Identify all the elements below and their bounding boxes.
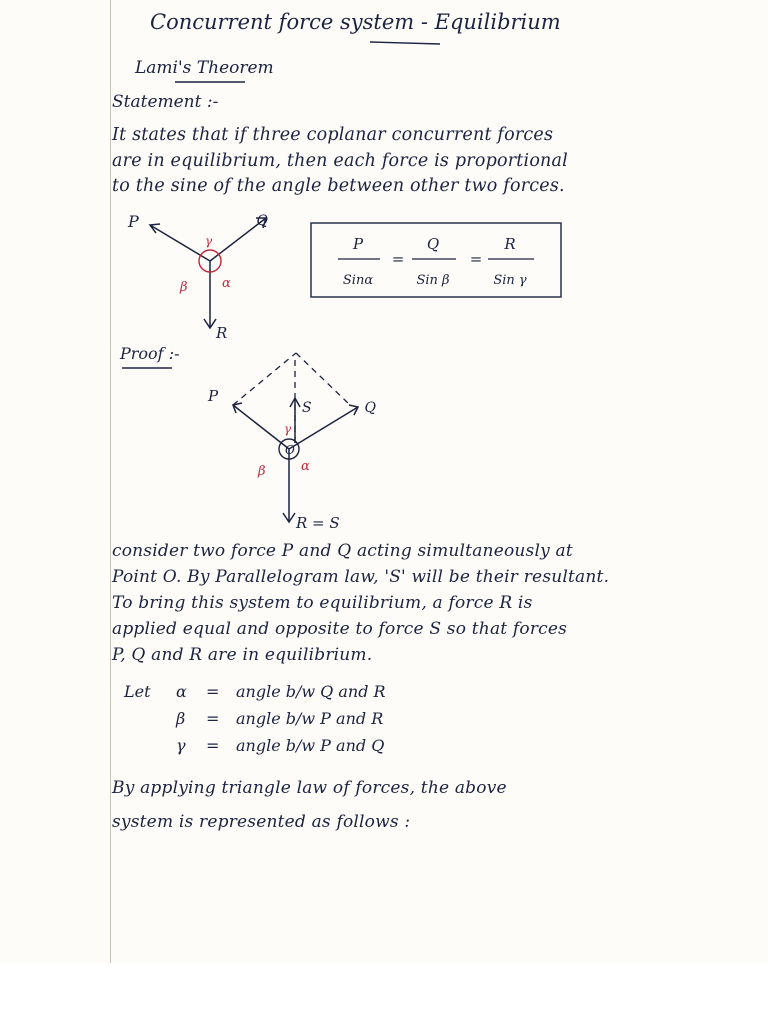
proof-line: P, Q and R are in equilibrium. [112, 645, 373, 665]
definition-text: angle b/w Q and R [236, 682, 386, 701]
formula-num-r: R [504, 235, 516, 253]
equals-sign: = [391, 250, 405, 268]
statement-line: to the sine of the angle between other two forces. [112, 176, 565, 196]
proof-line: Point O. By Parallelogram law, 'S' will be their resultant. [112, 567, 610, 587]
statement-heading: Statement :- [112, 92, 219, 112]
lami-formula-box [310, 222, 562, 298]
parallelogram-side-dashed [296, 353, 350, 405]
proof-line: consider two force P and Q acting simultaneously at [112, 541, 573, 561]
label-q: Q [256, 213, 268, 229]
proof-line: applied equal and opposite to force S so that forces [112, 619, 568, 639]
definition-equals: = [206, 682, 220, 701]
page-bottom-edge [0, 963, 768, 1024]
definition-symbol: γ [176, 736, 186, 755]
lami-force-diagram [118, 205, 268, 345]
label-s: S [302, 400, 312, 416]
label-beta: β [180, 280, 188, 295]
subtitle: Lami's Theorem [135, 58, 274, 78]
parallelogram-side-dashed [233, 353, 296, 405]
title-underline [370, 42, 440, 44]
definition-symbol: α [176, 682, 187, 701]
formula-den-sin-alpha: Sinα [342, 273, 374, 288]
page-title: Concurrent force system - Equilibrium [150, 10, 561, 34]
statement-line: It states that if three coplanar concurrent forces [112, 125, 554, 145]
label-r: R [216, 324, 228, 342]
definition-text: angle b/w P and R [236, 709, 384, 728]
label-gamma: γ [284, 422, 292, 436]
statement-line: are in equilibrium, then each force is proportional [112, 151, 568, 171]
label-q: Q [364, 400, 376, 416]
closing-line: system is represented as follows : [112, 812, 411, 832]
definition-text: angle b/w P and Q [236, 736, 385, 755]
label-r-equals-s: R = S [296, 514, 340, 532]
label-alpha: α [301, 459, 310, 474]
definition-symbol: β [176, 709, 186, 728]
label-p: P [128, 212, 139, 231]
equals-sign: = [469, 250, 483, 268]
proof-heading: Proof :- [120, 344, 180, 363]
label-o: O [285, 443, 295, 457]
margin-line [110, 0, 111, 965]
label-gamma: γ [205, 234, 213, 248]
proof-line: To bring this system to equilibrium, a force R is [112, 593, 533, 613]
closing-line: By applying triangle law of forces, the above [112, 778, 507, 798]
label-p: P [208, 387, 219, 405]
formula-num-q: Q [426, 235, 440, 253]
force-q-line [289, 407, 358, 449]
label-beta: β [258, 464, 266, 479]
definition-equals: = [206, 709, 220, 728]
formula-den-sin-gamma: Sin γ [493, 273, 527, 288]
definition-equals: = [206, 736, 220, 755]
definition-prefix: Let [124, 682, 151, 701]
label-alpha: α [222, 276, 231, 291]
formula-num-p: P [352, 235, 364, 253]
parallelogram-diagram [200, 345, 390, 535]
formula-den-sin-beta: Sin β [416, 273, 450, 288]
